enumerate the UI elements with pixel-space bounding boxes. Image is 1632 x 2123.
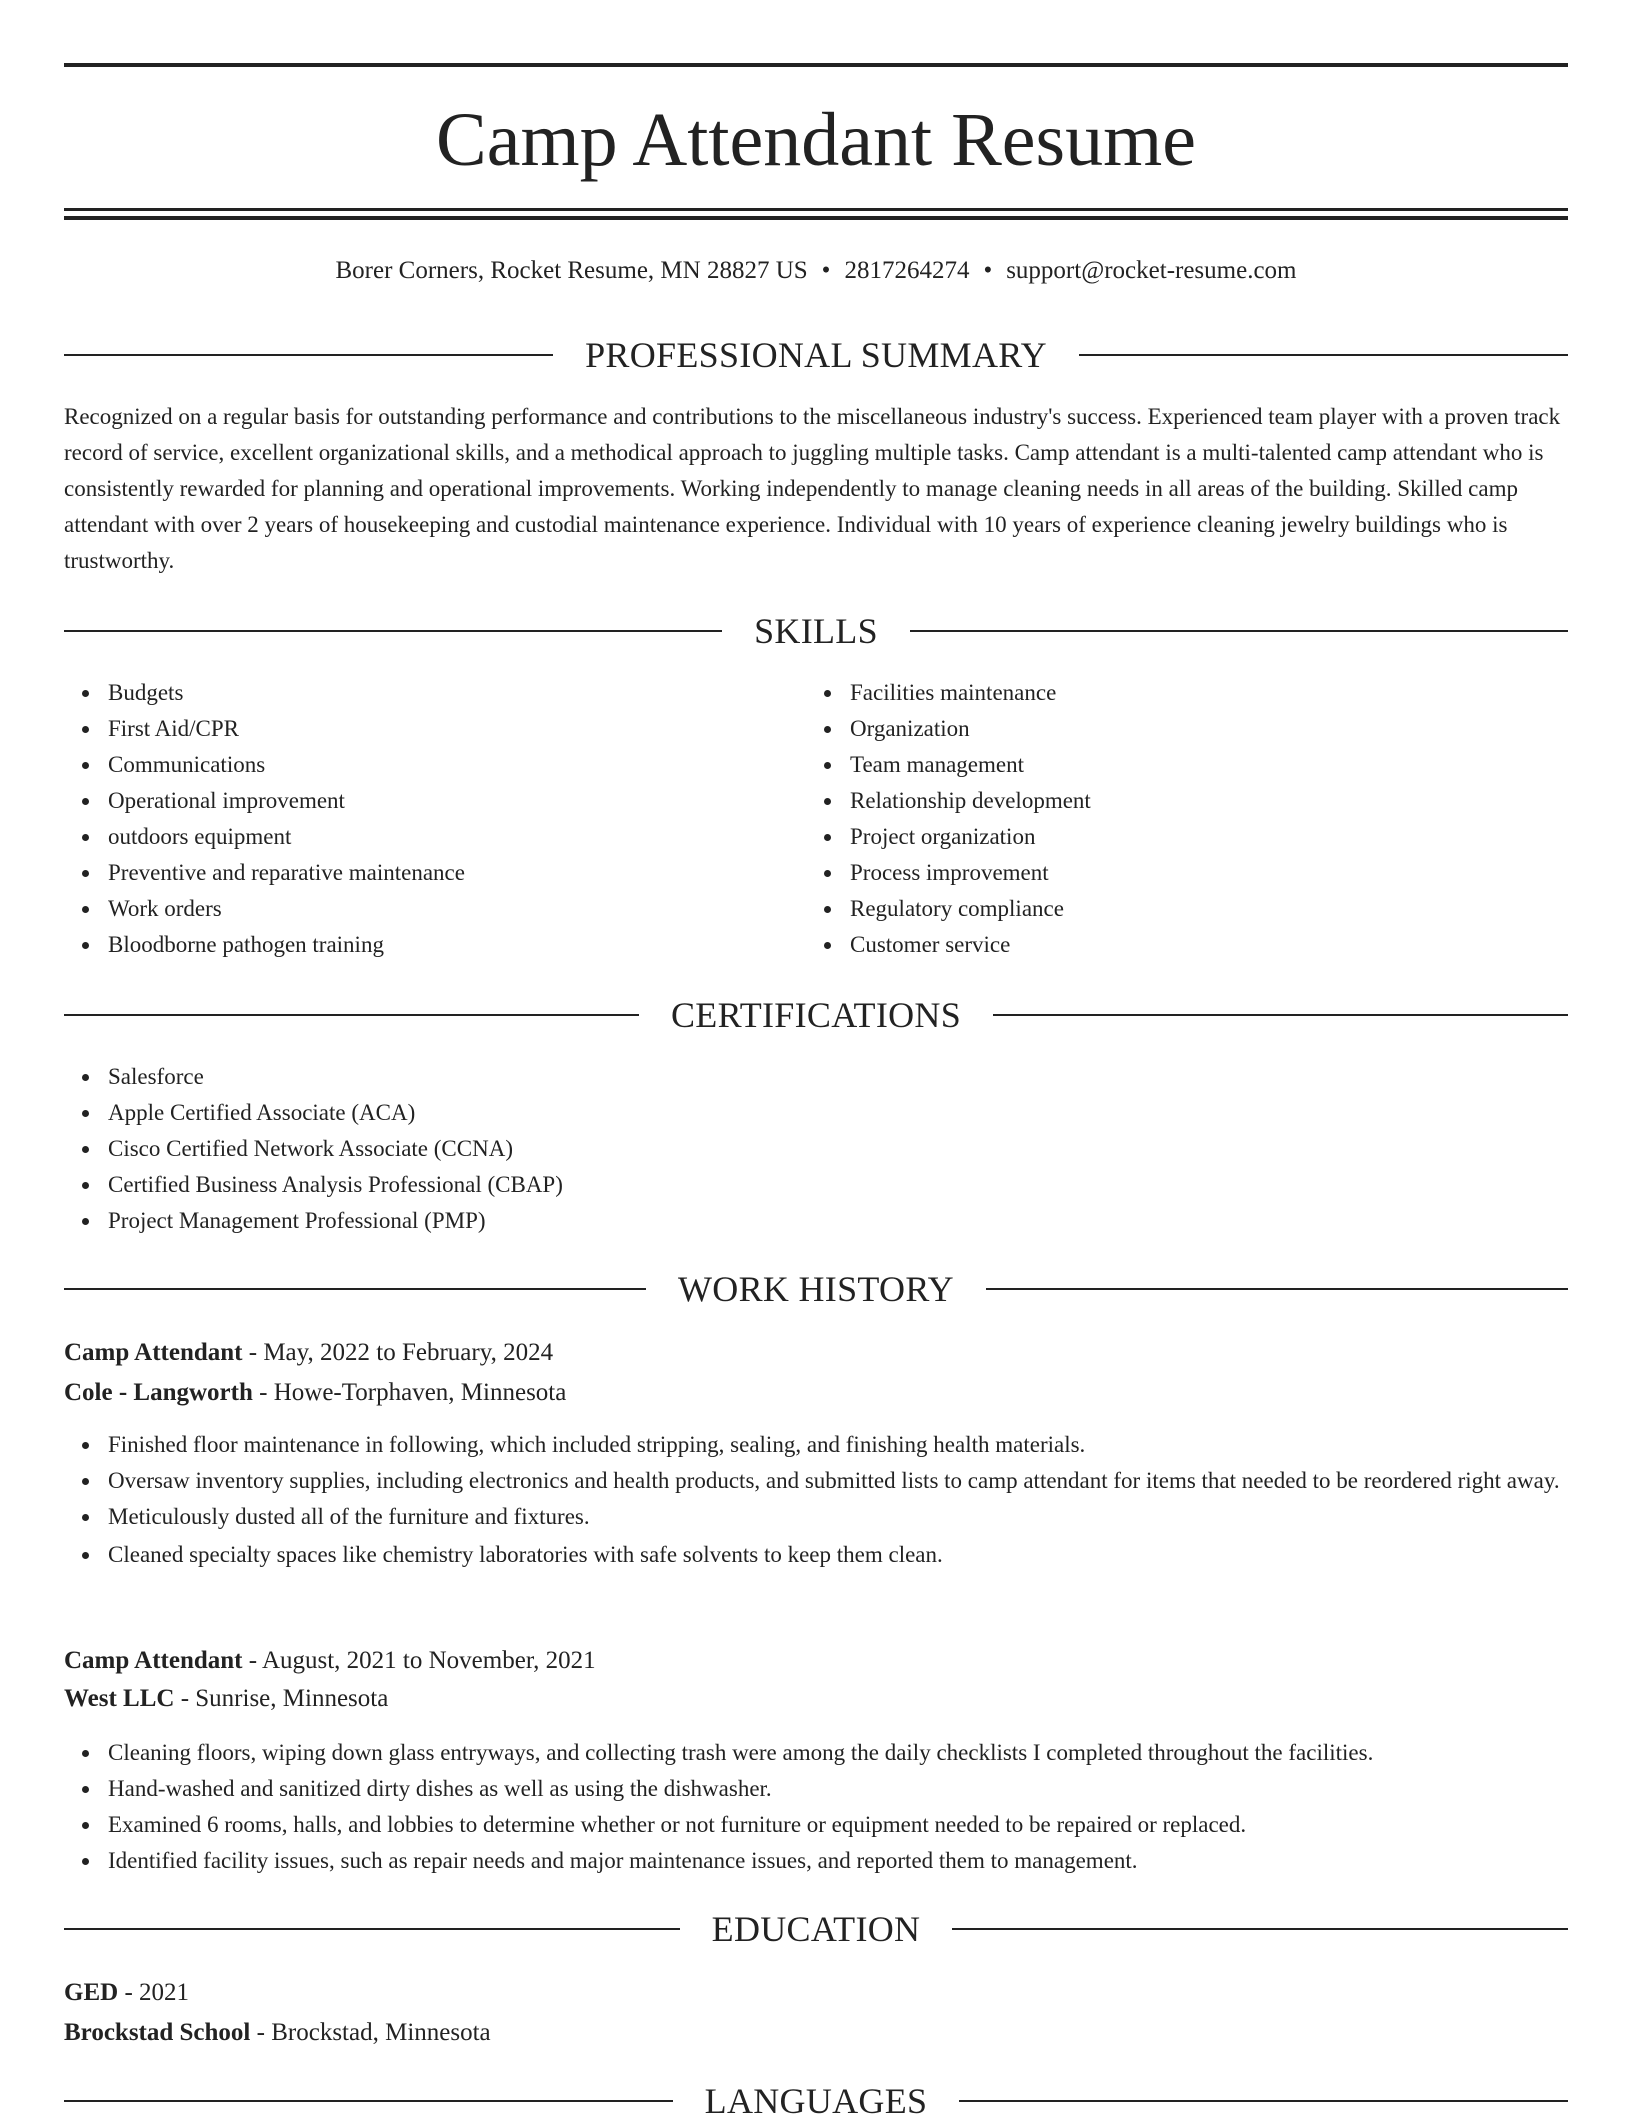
heading-rule (64, 1928, 680, 1930)
dash: - (242, 1647, 262, 1674)
dash: - (252, 1379, 274, 1406)
skill-item: Communications (108, 747, 798, 783)
job-bullet: Examined 6 rooms, halls, and lobbies to determine whether or not furniture or equipment needed to be repaired or replaced. (108, 1807, 1568, 1843)
certification-item: Salesforce (108, 1059, 1568, 1095)
section-title: CERTIFICATIONS (670, 995, 962, 1035)
contact-email: support@rocket-resume.com (1006, 257, 1297, 284)
education-year: 2021 (139, 1979, 190, 2006)
section-title: PROFESSIONAL SUMMARY (585, 335, 1047, 375)
contact-line (64, 252, 1568, 290)
education-location: Brockstad, Minnesota (271, 2019, 491, 2046)
section-title: LANGUAGES (704, 2081, 928, 2121)
certifications-list (64, 1059, 1568, 1239)
skill-item: Process improvement (850, 855, 1570, 891)
job-location: Howe-Torphaven, Minnesota (273, 1379, 567, 1406)
heading-rule (910, 630, 1568, 632)
skill-item: Customer service (850, 927, 1570, 963)
contact-separator: • (821, 257, 831, 284)
skill-item: Team management (850, 747, 1570, 783)
resume-title: Camp Attendant Resume (436, 98, 1196, 182)
certification-item: Cisco Certified Network Associate (CCNA) (108, 1131, 1568, 1167)
job-bullet: Hand-washed and sanitized dirty dishes as well as using the dishwasher. (108, 1771, 1568, 1807)
skill-item: Project organization (850, 819, 1570, 855)
job-bullets (64, 1735, 1568, 1879)
heading-rule (64, 2100, 673, 2102)
contact-address: Borer Corners, Rocket Resume, MN 28827 US (335, 257, 808, 284)
heading-rule (64, 354, 553, 356)
title-double-rule (64, 208, 1568, 220)
dash: - (250, 2019, 272, 2046)
heading-rule (1079, 354, 1568, 356)
summary-text: Recognized on a regular basis for outstanding performance and contributions to the miscellaneous industry's success. Experienced team player with a proven track record of service, excellent organizational skills, and a methodical approach to juggling multiple tasks. Camp attendant is a multi-talented camp attendant who is consistently rewarded for planning and operational improvements. Working independently to manage cleaning needs in all areas of the building. Skilled camp attendant with over 2 years of housekeeping and custodial maintenance experience. Individual with 10 years of experience cleaning jewelry buildings who is trustworthy. (64, 404, 1561, 573)
job-dates: August, 2021 to November, 2021 (261, 1647, 596, 1674)
job-bullet: Oversaw inventory supplies, including electronics and health products, and submitted lists to camp attendant for items that needed to be reordered right away. (108, 1463, 1568, 1499)
education-degree-line (64, 1974, 1568, 2012)
skill-item: Work orders (108, 891, 798, 927)
section-heading-education (64, 1907, 1568, 1951)
skill-item: outdoors equipment (108, 819, 798, 855)
skill-item: Budgets (108, 675, 798, 711)
section-title: SKILLS (754, 611, 878, 651)
job-title-line (64, 1642, 1568, 1680)
contact-phone: 2817264274 (844, 257, 970, 284)
top-rule (64, 63, 1568, 67)
skill-item: Operational improvement (108, 783, 798, 819)
skills-list-right (806, 675, 1570, 963)
skill-item: Bloodborne pathogen training (108, 927, 798, 963)
job-bullet: Identified facility issues, such as repair needs and major maintenance issues, and reported them to management. (108, 1843, 1568, 1879)
heading-rule (986, 1288, 1568, 1290)
section-heading-certifications (64, 993, 1568, 1037)
certification-item: Project Management Professional (PMP) (108, 1203, 1568, 1239)
education-degree: GED (64, 1979, 119, 2006)
job-bullet: Cleaned specialty spaces like chemistry laboratories with safe solvents to keep them clean. (108, 1537, 1568, 1573)
skill-item: Preventive and reparative maintenance (108, 855, 798, 891)
job-dates: May, 2022 to February, 2024 (263, 1339, 554, 1366)
section-heading-skills (64, 609, 1568, 653)
dash: - (174, 1685, 196, 1712)
job-bullet: Meticulously dusted all of the furniture and fixtures. (108, 1499, 1568, 1535)
section-title: EDUCATION (711, 1909, 921, 1949)
heading-rule (952, 1928, 1568, 1930)
job-bullet: Cleaning floors, wiping down glass entryways, and collecting trash were among the daily checklists I completed throughout the facilities. (108, 1735, 1568, 1771)
job-location: Sunrise, Minnesota (195, 1685, 389, 1712)
dash: - (118, 1979, 140, 2006)
education-school: Brockstad School (64, 2019, 251, 2046)
job-company: West LLC (64, 1685, 175, 1712)
skills-list-left (64, 675, 798, 963)
section-heading-summary (64, 333, 1568, 377)
heading-rule (64, 630, 722, 632)
job-bullets (64, 1427, 1568, 1573)
heading-rule (993, 1014, 1568, 1016)
job-title: Camp Attendant (64, 1339, 243, 1366)
heading-rule (64, 1014, 639, 1016)
dash: - (242, 1339, 264, 1366)
certification-item: Apple Certified Associate (ACA) (108, 1095, 1568, 1131)
job-company-line (64, 1374, 1568, 1412)
skill-item: Regulatory compliance (850, 891, 1570, 927)
heading-rule (64, 1288, 646, 1290)
skill-item: First Aid/CPR (108, 711, 798, 747)
section-heading-languages (64, 2079, 1568, 2123)
skill-item: Facilities maintenance (850, 675, 1570, 711)
education-school-line (64, 2014, 1568, 2052)
job-title-line (64, 1334, 1568, 1372)
heading-rule (959, 2100, 1568, 2102)
certification-item: Certified Business Analysis Professional (CBAP) (108, 1167, 1568, 1203)
job-company-line (64, 1680, 1568, 1718)
job-title: Camp Attendant (64, 1647, 243, 1674)
section-heading-work-history (64, 1267, 1568, 1311)
section-title: WORK HISTORY (678, 1269, 954, 1309)
skill-item: Organization (850, 711, 1570, 747)
contact-separator: • (983, 257, 993, 284)
job-bullet: Finished floor maintenance in following, which included stripping, sealing, and finishing health materials. (108, 1427, 1568, 1463)
job-company: Cole - Langworth (64, 1379, 253, 1406)
skill-item: Relationship development (850, 783, 1570, 819)
